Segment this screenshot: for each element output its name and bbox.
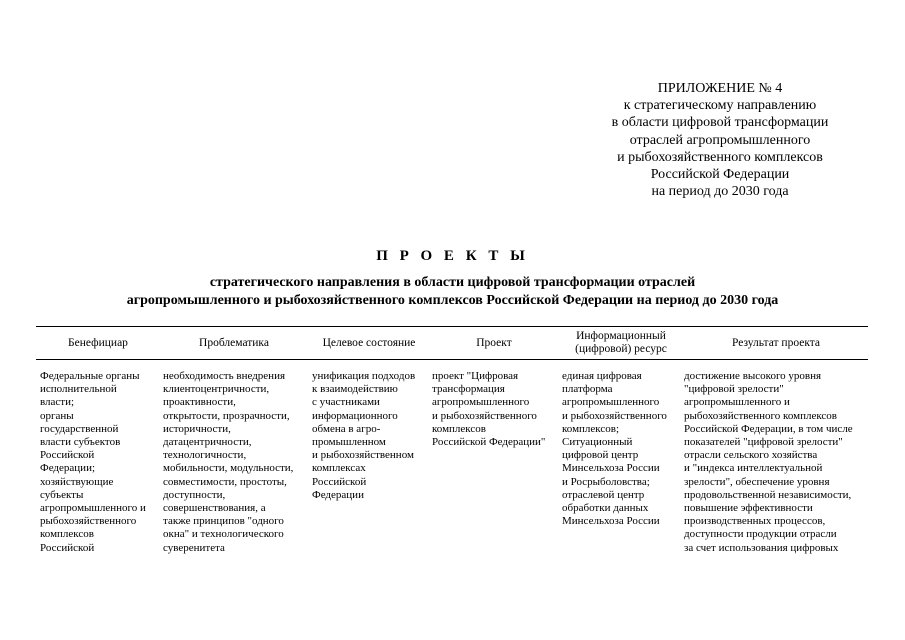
header-target-state: Целевое состояние <box>322 336 416 349</box>
table-header-row <box>36 326 868 360</box>
beneficiary-line: комплексов <box>40 528 94 541</box>
problems-line: совершенствования, а <box>163 502 266 515</box>
project-line: трансформация <box>432 383 505 396</box>
result-line: повышение эффективности <box>684 502 813 515</box>
beneficiary-line: исполнительной <box>40 383 117 396</box>
resource-line: цифровой центр <box>562 449 639 462</box>
resource-line: Минсельхоза России <box>562 515 660 528</box>
beneficiary-line: агропромышленного и <box>40 502 146 515</box>
appendix-line: Российской Федерации <box>650 167 790 183</box>
header-resource-line1: Информационный <box>576 330 666 342</box>
target-state-line: Российской <box>312 475 367 488</box>
table-body-row <box>0 370 905 640</box>
problems-line: открытости, прозрачности, <box>163 409 290 422</box>
beneficiary-line: Российской <box>40 449 95 462</box>
result-line: показателей "цифровой зрелости" <box>684 436 843 449</box>
resource-line: Минсельхоза России <box>562 462 660 475</box>
document-title: П Р О Е К Т Ы <box>376 248 529 264</box>
problems-line: клиентоцентричности, <box>163 383 270 396</box>
appendix-line: отраслей агропромышленного <box>629 132 811 148</box>
beneficiary-line: власти; <box>40 396 75 409</box>
resource-line: платформа <box>562 383 613 396</box>
result-line: доступности продукции отрасли <box>684 528 837 541</box>
beneficiary-line: рыбохозяйственного <box>40 515 137 528</box>
resource-line: комплексов; <box>562 422 619 435</box>
problems-line: мобильности, модульности, <box>163 462 294 475</box>
subtitle-line: стратегического направления в области цифровой трансформации отраслей <box>209 275 696 290</box>
resource-line: и Росрыболовства; <box>562 475 650 488</box>
cell-resource <box>562 370 667 528</box>
problems-line: технологичности, <box>163 449 247 462</box>
beneficiary-line: органы <box>40 409 74 422</box>
header-result: Результат проекта <box>731 336 821 349</box>
problems-line: проактивности, <box>163 396 236 409</box>
header-project: Проект <box>476 336 512 349</box>
problems-line: датацентричности, <box>163 436 252 449</box>
resource-line: агропромышленного <box>562 396 660 409</box>
resource-line: обработки данных <box>562 502 649 515</box>
beneficiary-line: власти субъектов <box>40 436 121 449</box>
problems-line: доступности, <box>163 488 226 501</box>
document-subtitle <box>0 274 905 310</box>
appendix-line: и рыбохозяйственного комплексов <box>617 149 823 165</box>
result-line: производственных процессов, <box>684 515 826 528</box>
beneficiary-line: Российской <box>40 541 95 554</box>
appendix-block <box>560 80 880 200</box>
cell-target-state <box>312 370 415 502</box>
cell-beneficiary <box>40 370 146 555</box>
target-state-line: и рыбохозяйственном <box>312 449 414 462</box>
project-line: и рыбохозяйственного <box>432 409 537 422</box>
result-line: "цифровой зрелости" <box>684 383 784 396</box>
target-state-line: с участниками <box>312 396 380 409</box>
header-resource-line2: (цифровой) ресурс <box>575 343 667 355</box>
cell-problems <box>163 370 293 555</box>
result-line: за счет использования цифровых <box>684 541 839 554</box>
project-line: проект "Цифровая <box>432 370 519 382</box>
project-line: Российской Федерации" <box>432 436 546 449</box>
projects-table <box>36 326 868 360</box>
problems-line: окна" и технологического <box>163 528 284 541</box>
cell-result <box>684 370 853 555</box>
header-resource <box>558 327 684 359</box>
result-line: зрелости", обеспечение уровня <box>684 475 830 488</box>
beneficiary-line: Федерации; <box>40 462 96 475</box>
target-state-line: к взаимодействию <box>312 383 398 396</box>
result-line: и "индекса интеллектуальной <box>684 462 823 475</box>
resource-line: единая цифровая <box>562 370 642 382</box>
target-state-line: промышленном <box>312 436 386 449</box>
beneficiary-line: Федеральные органы <box>40 370 140 382</box>
problems-line: также принципов "одного <box>163 515 284 528</box>
result-line: агропромышленного и <box>684 396 790 409</box>
target-state-line: Федерации <box>312 488 364 501</box>
problems-line: суверенитета <box>163 541 225 554</box>
appendix-line: в области цифровой трансформации <box>611 115 829 131</box>
target-state-line: комплексах <box>312 462 366 475</box>
header-beneficiary: Бенефициар <box>68 336 128 349</box>
resource-line: и рыбохозяйственного <box>562 409 667 422</box>
result-line: продовольственной независимости, <box>684 488 852 501</box>
cell-project <box>432 370 545 449</box>
project-line: комплексов <box>432 422 486 435</box>
beneficiary-line: субъекты <box>40 488 84 501</box>
problems-line: историчности, <box>163 422 231 435</box>
header-problems: Проблематика <box>199 336 269 349</box>
appendix-line: на период до 2030 года <box>651 184 789 200</box>
subtitle-line: агропромышленного и рыбохозяйственного комплексов Российской Федерации на период до 2030 года <box>126 293 779 308</box>
beneficiary-line: хозяйствующие <box>40 475 114 488</box>
target-state-line: обмена в агро- <box>312 422 381 435</box>
result-line: Российской Федерации, в том числе <box>684 422 853 435</box>
result-line: рыбохозяйственного комплексов <box>684 409 837 422</box>
appendix-line: ПРИЛОЖЕНИЕ № 4 <box>657 81 783 96</box>
problems-line: совместимости, простоты, <box>163 475 287 488</box>
target-state-line: унификация подходов <box>312 370 416 382</box>
appendix-line: к стратегическому направлению <box>623 98 817 114</box>
resource-line: Ситуационный <box>562 436 633 449</box>
result-line: достижение высокого уровня <box>684 370 822 382</box>
project-line: агропромышленного <box>432 396 530 409</box>
resource-line: отраслевой центр <box>562 488 645 501</box>
beneficiary-line: государственной <box>40 422 119 435</box>
problems-line: необходимость внедрения <box>163 370 286 382</box>
result-line: отрасли сельского хозяйства <box>684 449 818 462</box>
target-state-line: информационного <box>312 409 398 422</box>
